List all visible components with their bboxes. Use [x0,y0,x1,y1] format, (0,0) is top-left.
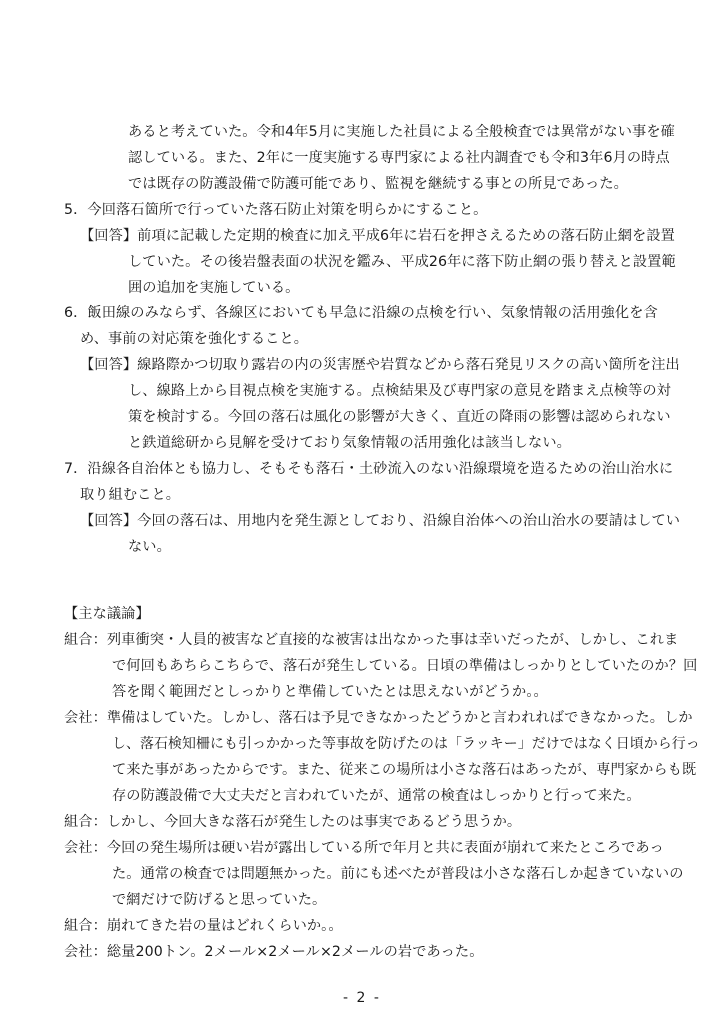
discussion-line: 組合：列車衝突・人員的被害など直接的な被害は出なかった事は幸いだったが、しかし、これま [64,632,679,648]
discussion-line: で網だけで防げると思っていた。 [112,892,327,908]
continuation-line: では既存の防護設備で防護可能であり、監視を継続する事との所見であった。 [128,176,628,192]
discussion-line: て来た事があったからです。また、従来この場所は小さな落石はあったが、専門家からも既 [112,762,697,778]
discussion-line: た。通常の検査では問題無かった。前にも述べたが普段は小さな落石しか起きていないの [112,866,684,882]
item7-answer-line: ない。 [128,539,171,555]
discussion-line: し、落石検知柵にも引っかかった等事故を防げたのは「ラッキー」だけではなく日頃から行っ [112,736,700,752]
discussion-line: 組合：しかし、今回大きな落石が発生したのは事実であるどう思うか。 [64,814,522,830]
item5-answer-line: していた。その後岩盤表面の状況を鑑み、平成26年に落下防止網の張り替えと設置範 [128,254,676,270]
item6-question-line: 6．飯田線のみならず、各線区においても早急に沿線の点検を行い、気象情報の活用強化を含 [64,305,658,321]
item6-answer-line: し、線路上から目視点検を実施する。点検結果及び専門家の意見を踏まえ点検等の対 [128,383,671,399]
discussion-line: 存の防護設備で大丈夫だと言われていたが、通常の検査はしっかりと行って来た。 [112,788,641,804]
discussion-heading: 【主な議論】 [64,606,150,622]
discussion-line: 会社：今回の発生場所は硬い岩が露出している所で年月と共に表面が崩れて来たところであっ [64,840,664,856]
item6-answer-line: 策を検討する。今回の落石は風化の影響が大きく、直近の降雨の影響は認められない [128,409,671,425]
item7-question-line: 取り組むこと。 [80,487,181,503]
discussion-line: で何回もあちらこちらで、落石が発生している。日頃の準備はしっかりとしていたのか？回 [112,658,698,674]
item6-answer-line: と鉄道総研から見解を受けており気象情報の活用強化は該当しない。 [128,435,571,451]
item5-question: 5．今回落石箇所で行っていた落石防止対策を明らかにすること。 [64,202,488,218]
item5-answer-line: 【回答】前項に記載した定期的検査に加え平成6年に岩石を押さえるための落石防止網を設置 [80,228,675,244]
discussion-line: 会社：準備はしていた。しかし、落石は予見できなかったどうかと言われればできなかった。しか [64,710,693,726]
item6-question-line: め、事前の対応策を強化すること。 [80,331,309,347]
continuation-line: 認している。また、2年に一度実施する専門家による社内調査でも令和3年6月の時点 [128,150,670,166]
item7-question-line: 7．沿線各自治体とも協力し、そもそも落石・土砂流入のない沿線環境を造るための治山治水に [64,461,674,477]
item6-answer-line: 【回答】線路際かつ切取り露岩の内の災害歴や岩質などから落石発見リスクの高い箇所を注出 [80,357,680,373]
continuation-line: あると考えていた。令和4年5月に実施した社員による全般検査では異常がない事を確 [128,124,675,140]
item7-answer-line: 【回答】今回の落石は、用地内を発生源としており、沿線自治体への治山治水の要請はしてい [80,513,681,529]
discussion-line: 会社：総量200トン。2メール×2メール×2メールの岩であった。 [64,944,484,960]
discussion-line: 答を聞く範囲だとしっかりと準備していたとは思えないがどうか。。 [112,684,548,700]
page-number: - 2 - [343,990,381,1006]
item5-answer-line: 囲の追加を実施している。 [128,280,300,296]
discussion-line: 組合：崩れてきた岩の量はどれくらいか。。 [64,918,343,934]
